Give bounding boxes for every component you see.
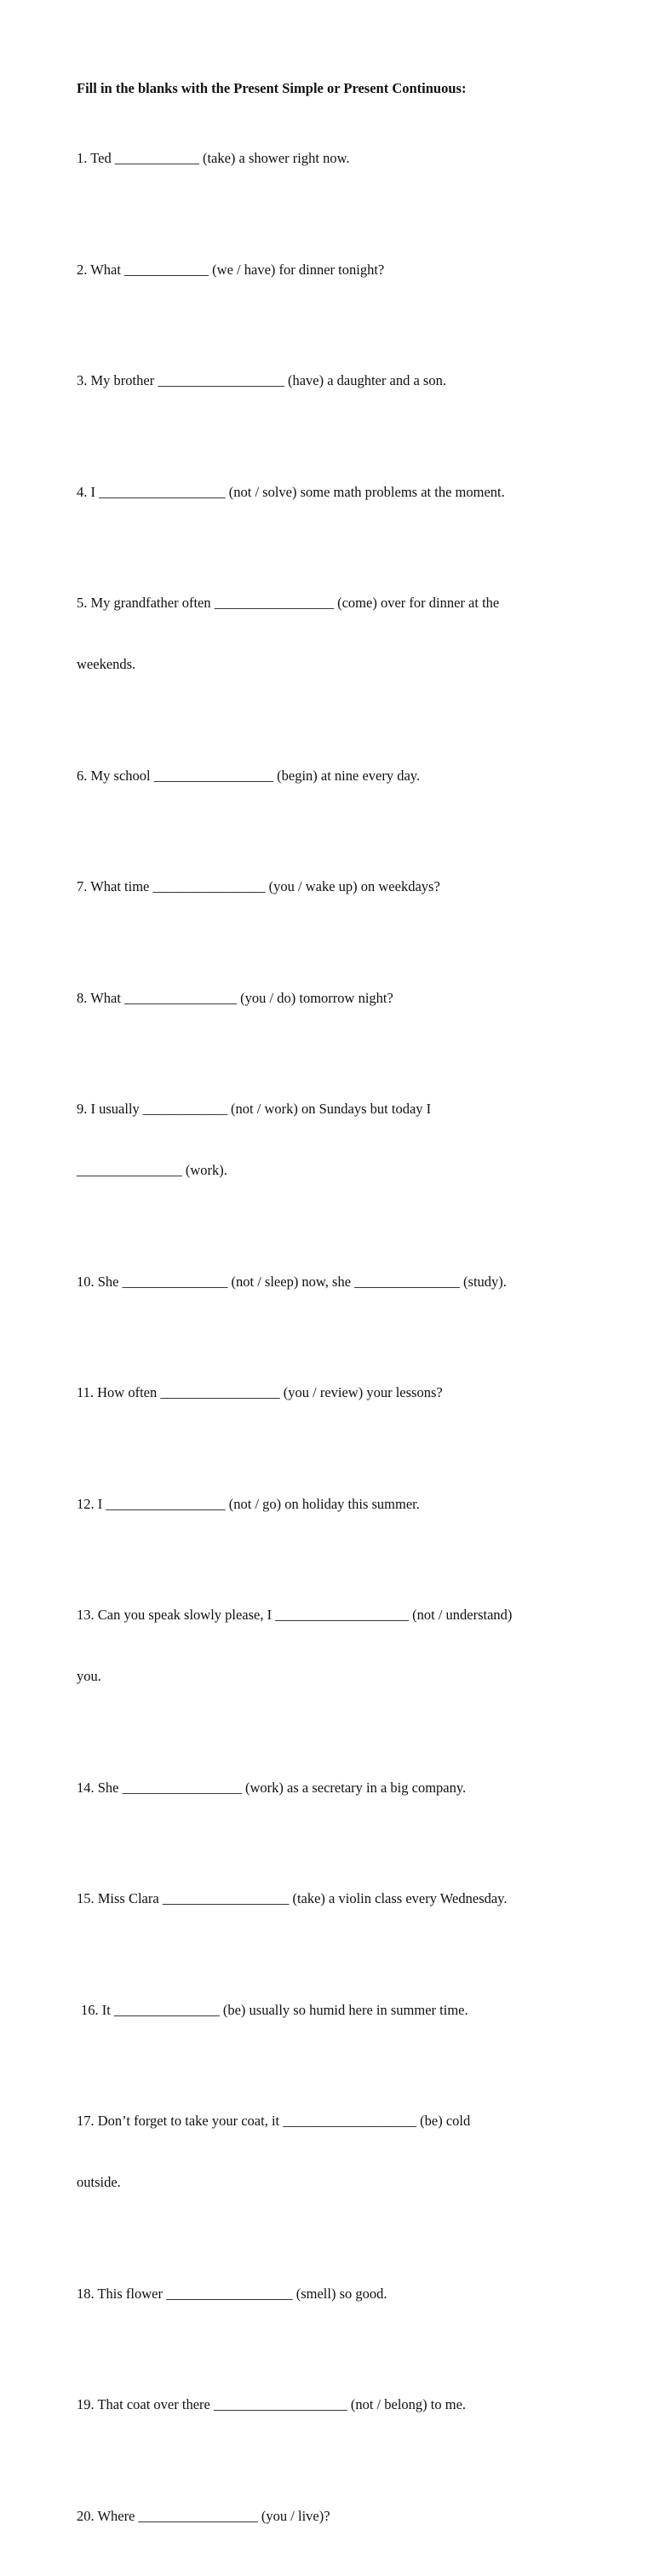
exercise-item-12 — [77, 1453, 588, 1555]
exercise-item-5-line-1: 5. My grandfather often _________________ (come) over for dinner at the — [77, 595, 500, 611]
exercise-item-17-line-1: 17. Don’t forget to take your coat, it ___________________ (be) cold — [77, 2113, 471, 2129]
exercise-item-16 — [77, 1959, 588, 2061]
worksheet-title: Fill in the blanks with the Present Simple or Present Continuous: — [77, 80, 467, 96]
exercise-item-13-line-1: 13. Can you speak slowly please, I ___________________ (not / understand) — [77, 1607, 513, 1623]
exercise-item-9-line-1: 9. I usually ____________ (not / work) on Sundays but today I — [77, 1101, 432, 1117]
exercise-item-10-line-1: 10. She _______________ (not / sleep) now, she _______________ (study). — [77, 1273, 507, 1290]
exercise-item-17-line-2: outside. — [77, 2174, 121, 2190]
exercise-item-7-line-1: 7. What time ________________ (you / wake up) on weekdays? — [77, 878, 440, 894]
exercise-item-2 — [77, 219, 588, 321]
exercise-item-8-line-1: 8. What ________________ (you / do) tomorrow night? — [77, 989, 393, 1006]
exercise-item-20 — [77, 2465, 588, 2567]
exercise-item-17 — [77, 2070, 588, 2234]
exercise-item-5-line-2: weekends. — [77, 656, 136, 672]
exercise-item-7 — [77, 836, 588, 938]
exercise-item-13 — [77, 1564, 588, 1728]
exercise-item-11-line-1: 11. How often _________________ (you / review) your lessons? — [77, 1384, 443, 1400]
worksheet — [77, 78, 588, 2576]
exercise-item-4-line-1: 4. I __________________ (not / solve) some math problems at the moment. — [77, 483, 505, 500]
exercise-item-15 — [77, 1848, 588, 1950]
exercise-item-3 — [77, 330, 588, 432]
exercise-item-9 — [77, 1058, 588, 1222]
exercise-item-13-line-2: you. — [77, 1668, 101, 1684]
exercise-list — [77, 107, 588, 2567]
exercise-item-19-line-1: 19. That coat over there ___________________ (not / belong) to me. — [77, 2396, 467, 2412]
exercise-item-20-line-1: 20. Where _________________ (you / live)? — [77, 2507, 330, 2524]
exercise-item-15-line-1: 15. Miss Clara __________________ (take) a violin class every Wednesday. — [77, 1890, 508, 1906]
exercise-item-10 — [77, 1231, 588, 1333]
exercise-item-6-line-1: 6. My school _________________ (begin) at nine every day. — [77, 767, 421, 784]
exercise-item-5 — [77, 552, 588, 716]
exercise-item-6 — [77, 725, 588, 827]
exercise-item-4 — [77, 441, 588, 543]
exercise-item-9-line-2: _______________ (work). — [77, 1162, 227, 1178]
exercise-item-19 — [77, 2354, 588, 2456]
exercise-item-1 — [77, 107, 588, 210]
exercise-item-12-line-1: 12. I _________________ (not / go) on holiday this summer. — [77, 1495, 420, 1512]
exercise-item-8 — [77, 947, 588, 1049]
exercise-item-11 — [77, 1342, 588, 1444]
exercise-item-18 — [77, 2243, 588, 2345]
exercise-item-14-line-1: 14. She _________________ (work) as a secretary in a big company. — [77, 1779, 467, 1796]
exercise-item-2-line-1: 2. What ____________ (we / have) for dinner tonight? — [77, 261, 385, 278]
exercise-item-3-line-1: 3. My brother __________________ (have) a daughter and a son. — [77, 372, 446, 388]
exercise-item-16-line-1: 16. It _______________ (be) usually so humid here in summer time. — [81, 2001, 468, 2018]
exercise-item-18-line-1: 18. This flower __________________ (smell) so good. — [77, 2285, 387, 2302]
exercise-item-1-line-1: 1. Ted ____________ (take) a shower right now. — [77, 150, 350, 166]
exercise-item-14 — [77, 1737, 588, 1839]
